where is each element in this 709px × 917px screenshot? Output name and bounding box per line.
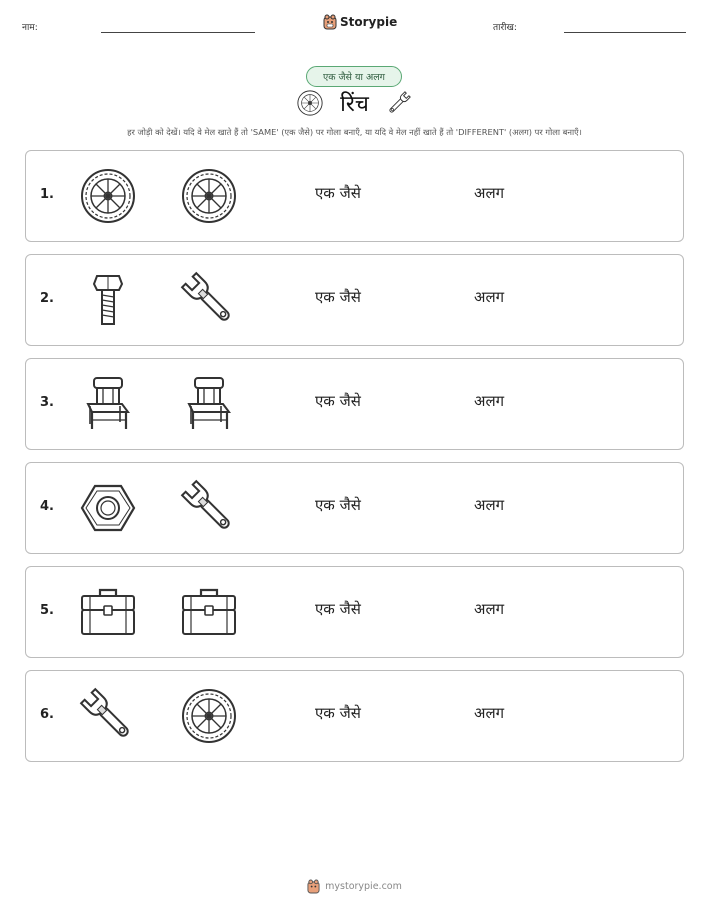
question-row (25, 566, 684, 658)
option-different[interactable]: अलग (474, 496, 505, 514)
storypie-mascot-icon (323, 14, 337, 30)
option-different[interactable]: अलग (474, 392, 505, 410)
date-label: तारीख: (493, 23, 517, 33)
bolt-icon (78, 270, 138, 330)
question-row (25, 358, 684, 450)
brand-logo (323, 14, 397, 30)
question-number: 3. (40, 395, 54, 410)
footer-url[interactable]: mystorypie.com (325, 881, 402, 892)
instructions: हर जोड़ी को देखें। यदि वे मेल खाते हैं तो 'SAME' (एक जैसे) पर गोला बनाएँ, या यदि वे मेल नहीं खाते हैं तो 'DIFFERENT' (अलग) पर गोला बनाएँ। (127, 127, 582, 137)
wrench-icon (179, 478, 239, 538)
option-different[interactable]: अलग (474, 184, 505, 202)
toolbox-icon (78, 582, 138, 642)
wheel-icon (78, 166, 138, 226)
option-same[interactable]: एक जैसे (315, 600, 361, 618)
wrench-icon (179, 270, 239, 330)
option-same[interactable]: एक जैसे (315, 392, 361, 410)
date-field-line[interactable] (564, 32, 686, 33)
page-title: रिंच (340, 92, 369, 117)
option-same[interactable]: एक जैसे (315, 288, 361, 306)
option-same[interactable]: एक जैसे (315, 496, 361, 514)
question-row (25, 462, 684, 554)
hex-nut-icon (78, 478, 138, 538)
option-same[interactable]: एक जैसे (315, 184, 361, 202)
option-different[interactable]: अलग (474, 288, 505, 306)
brand-name: Storypie (340, 15, 398, 29)
wrench-icon (385, 89, 413, 117)
question-number: 2. (40, 291, 54, 306)
name-field-line[interactable] (101, 32, 255, 33)
option-different[interactable]: अलग (474, 600, 505, 618)
question-row (25, 254, 684, 346)
wheel-icon (296, 89, 324, 117)
option-same[interactable]: एक जैसे (315, 704, 361, 722)
toolbox-icon (179, 582, 239, 642)
title-row (0, 88, 709, 118)
worksheet-type-badge: एक जैसे या अलग (306, 66, 402, 87)
wheel-icon (179, 686, 239, 746)
question-number: 6. (40, 707, 54, 722)
question-number: 5. (40, 603, 54, 618)
storypie-mascot-icon (307, 879, 320, 894)
option-different[interactable]: अलग (474, 704, 505, 722)
chair-icon (78, 374, 138, 434)
chair-icon (179, 374, 239, 434)
question-row (25, 670, 684, 762)
question-number: 4. (40, 499, 54, 514)
name-label: नाम: (22, 23, 38, 33)
question-number: 1. (40, 187, 54, 202)
wheel-icon (179, 166, 239, 226)
footer (0, 879, 709, 894)
wrench-icon (78, 686, 138, 746)
question-row (25, 150, 684, 242)
